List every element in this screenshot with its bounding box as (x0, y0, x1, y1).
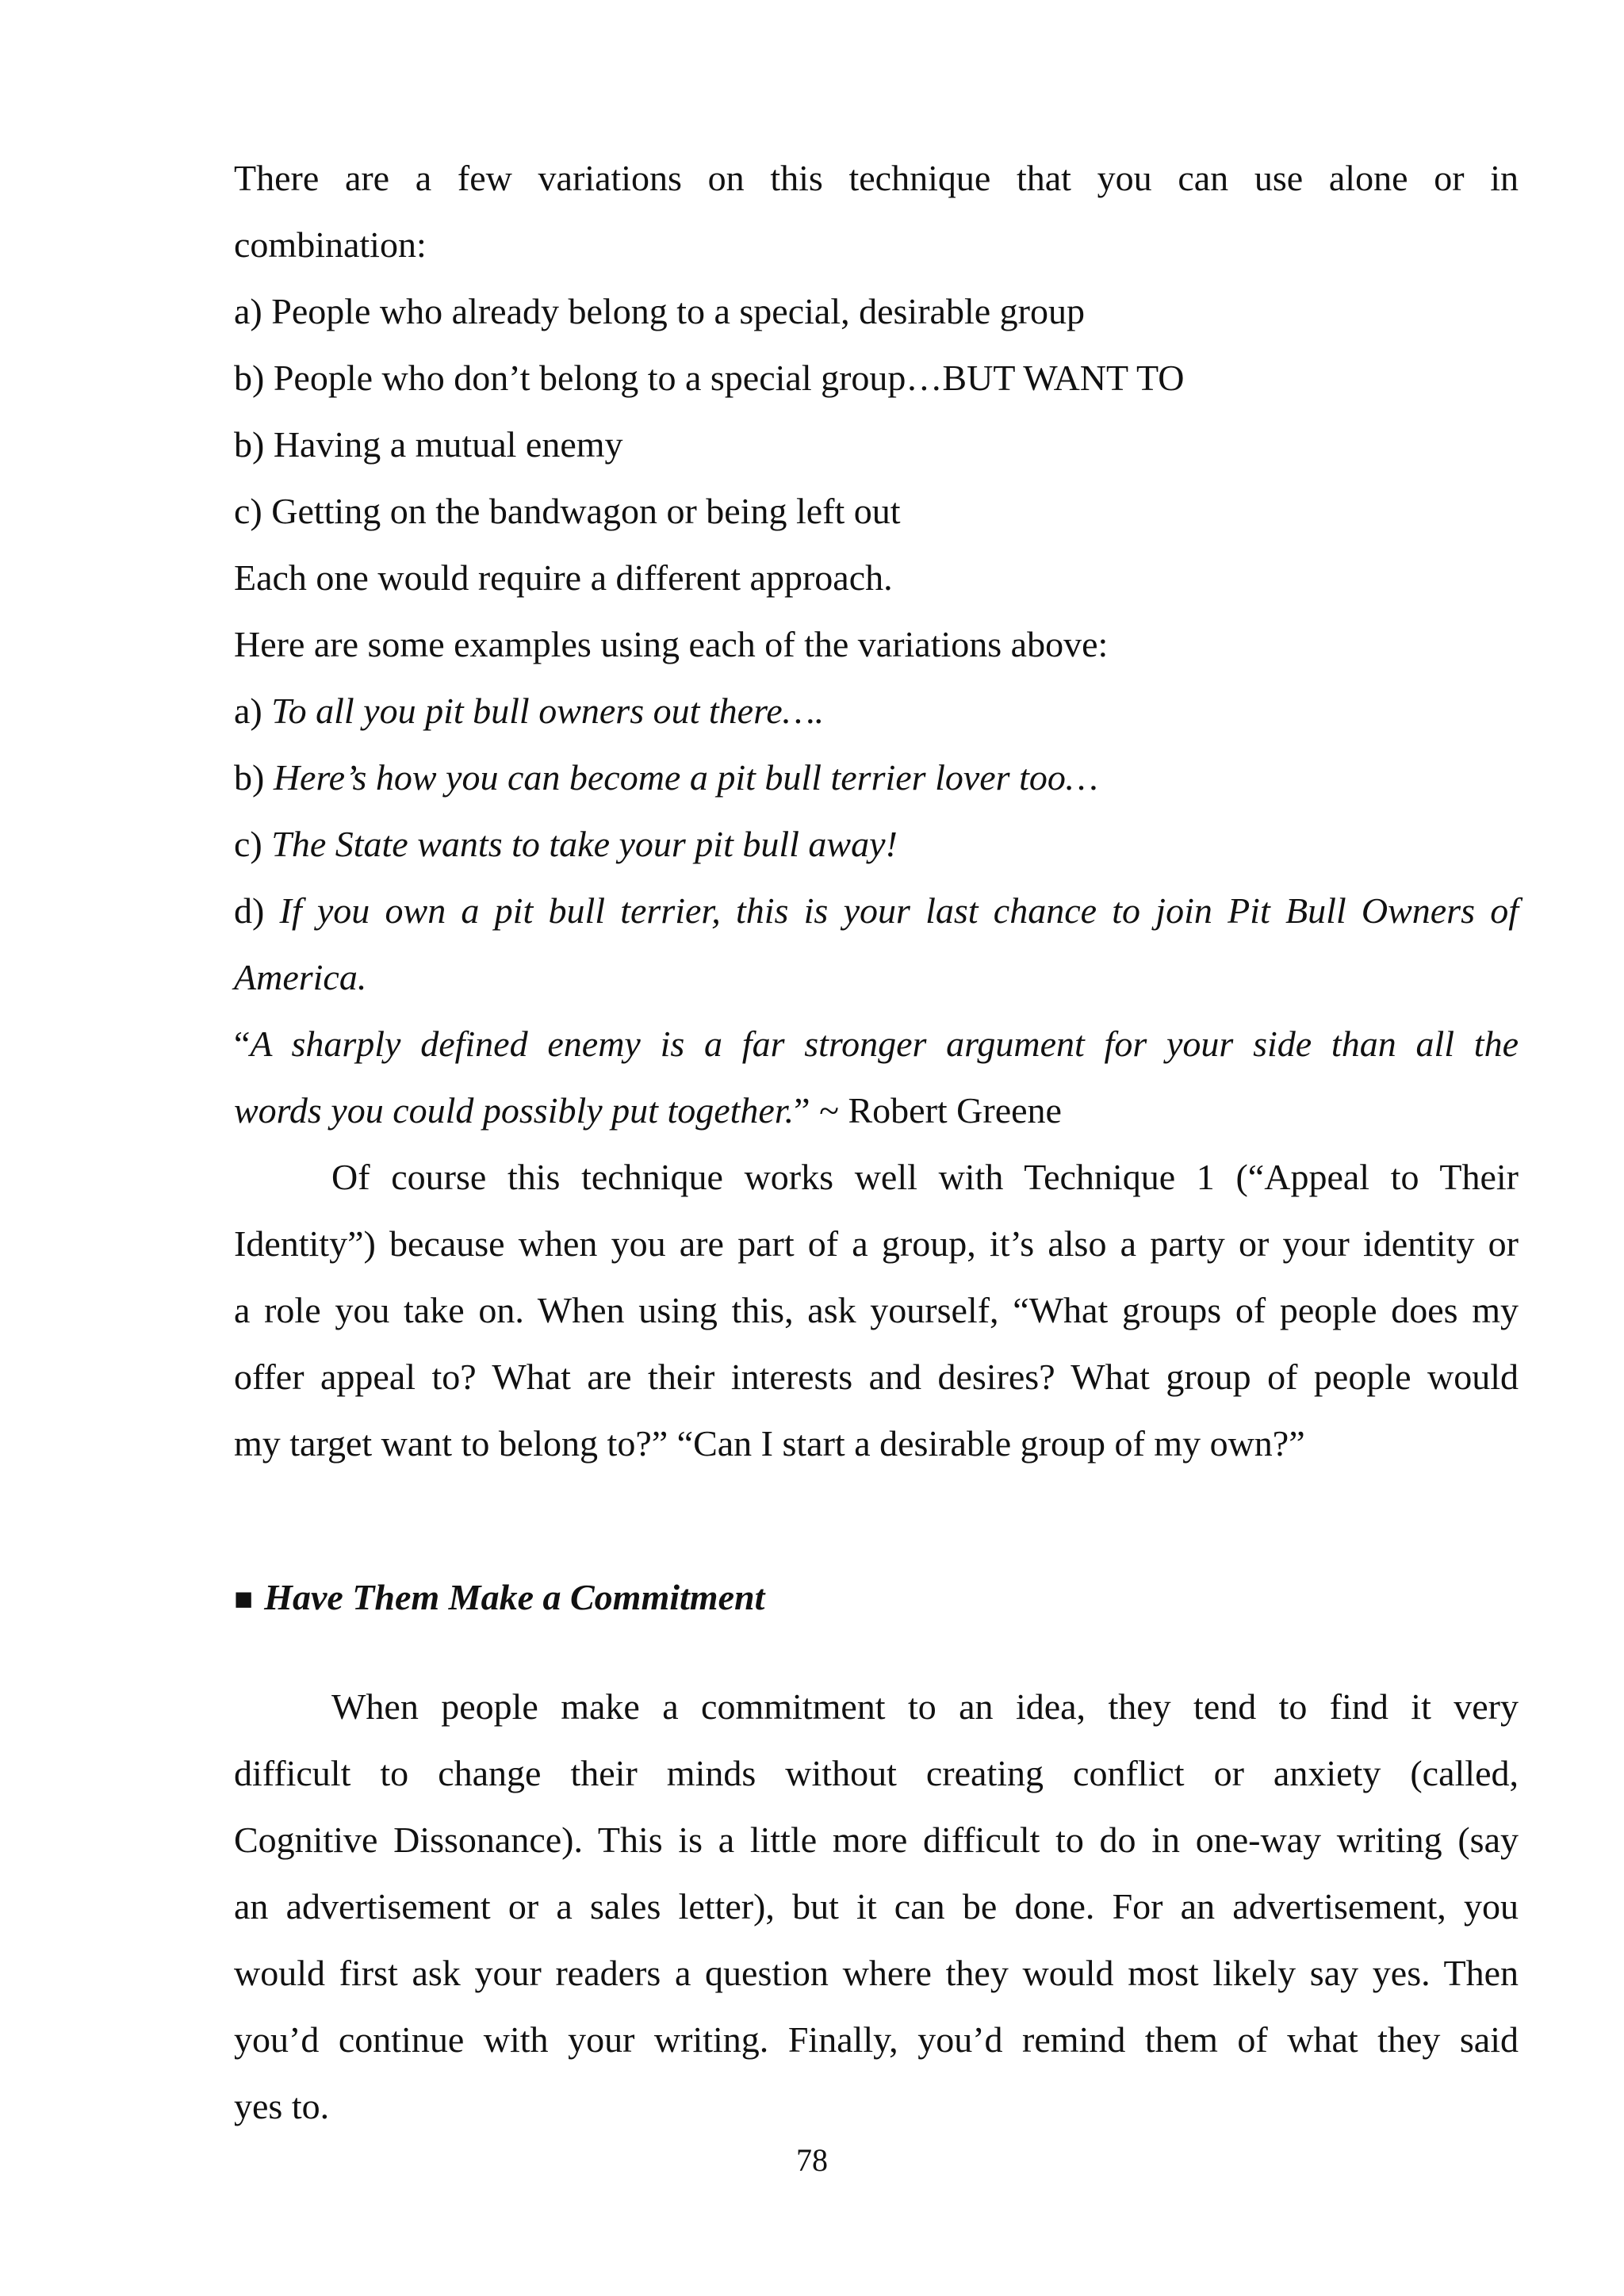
square-bullet-icon: ■ (234, 1581, 254, 1617)
body-line: Identity”) because when you are part of a group, it’s also a party or your identity or (234, 1223, 1519, 1264)
body-line: Of course this technique works well with Technique 1 (“Appeal to Their (331, 1157, 1519, 1197)
body-line: yes to. (234, 2086, 330, 2126)
body-line: offer appeal to? What are their interests and desires? What group of people would (234, 1357, 1519, 1397)
example-prefix: b) (234, 757, 274, 798)
section-heading-text: Have Them Make a Commitment (264, 1577, 765, 1617)
intro-line-1: There are a few variations on this technique that you can use alone or in (234, 158, 1519, 198)
example-text: To all you pit bull owners out there…. (271, 691, 825, 731)
section-heading (234, 1564, 764, 1632)
quote-close-mark: ” (794, 1090, 810, 1131)
example-item (234, 744, 1519, 811)
examples-intro: Here are some examples using each of the variations above: (234, 624, 1109, 664)
body-line: a role you take on. When using this, ask yourself, “What groups of people does my (234, 1290, 1519, 1330)
example-continuation: America. (234, 957, 367, 997)
quote-line-2 (234, 1077, 1519, 1144)
quote-line-1 (234, 1011, 1519, 1077)
approach-text: Each one would require a different approach. (234, 557, 893, 598)
quote-open-mark: “ (234, 1024, 251, 1064)
body-line: When people make a commitment to an idea, they tend to find it very (331, 1686, 1519, 1727)
body-line: you’d continue with your writing. Finally, you’d remind them of what they said (234, 2019, 1519, 2060)
body-line: my target want to belong to?” “Can I start a desirable group of my own?” (234, 1423, 1305, 1464)
intro-line-2: combination: (234, 224, 427, 265)
example-text: If you own a pit bull terrier, this is your last chance to join Pit Bull Owners of (279, 890, 1519, 931)
example-item (234, 811, 1519, 878)
page-number: 78 (796, 2142, 828, 2178)
body-line: an advertisement or a sales letter), but it can be done. For an advertisement, you (234, 1886, 1519, 1927)
quote-attribution: ~ Robert Greene (810, 1090, 1062, 1131)
quote-text: A sharply defined enemy is a far stronger argument for your side than all the (250, 1024, 1519, 1064)
example-text: The State wants to take your pit bull away! (271, 824, 898, 864)
variation-item: a) People who already belong to a special, desirable group (234, 291, 1085, 331)
body-line: would first ask your readers a question where they would most likely say yes. Then (234, 1953, 1519, 1993)
quote-text: words you could possibly put together. (234, 1090, 795, 1131)
example-prefix: c) (234, 824, 272, 864)
variation-item: c) Getting on the bandwagon or being left out (234, 491, 901, 531)
body-line: Cognitive Dissonance). This is a little more difficult to do in one-way writing (say (234, 1820, 1519, 1860)
variation-item: b) People who don’t belong to a special group…BUT WANT TO (234, 358, 1185, 398)
body-line: difficult to change their minds without creating conflict or anxiety (called, (234, 1753, 1519, 1793)
example-text: Here’s how you can become a pit bull terrier lover too… (273, 757, 1098, 798)
example-prefix: a) (234, 691, 272, 731)
example-prefix: d) (234, 890, 280, 931)
example-item (234, 878, 1519, 944)
variation-item: b) Having a mutual enemy (234, 424, 623, 465)
example-item (234, 678, 1519, 744)
